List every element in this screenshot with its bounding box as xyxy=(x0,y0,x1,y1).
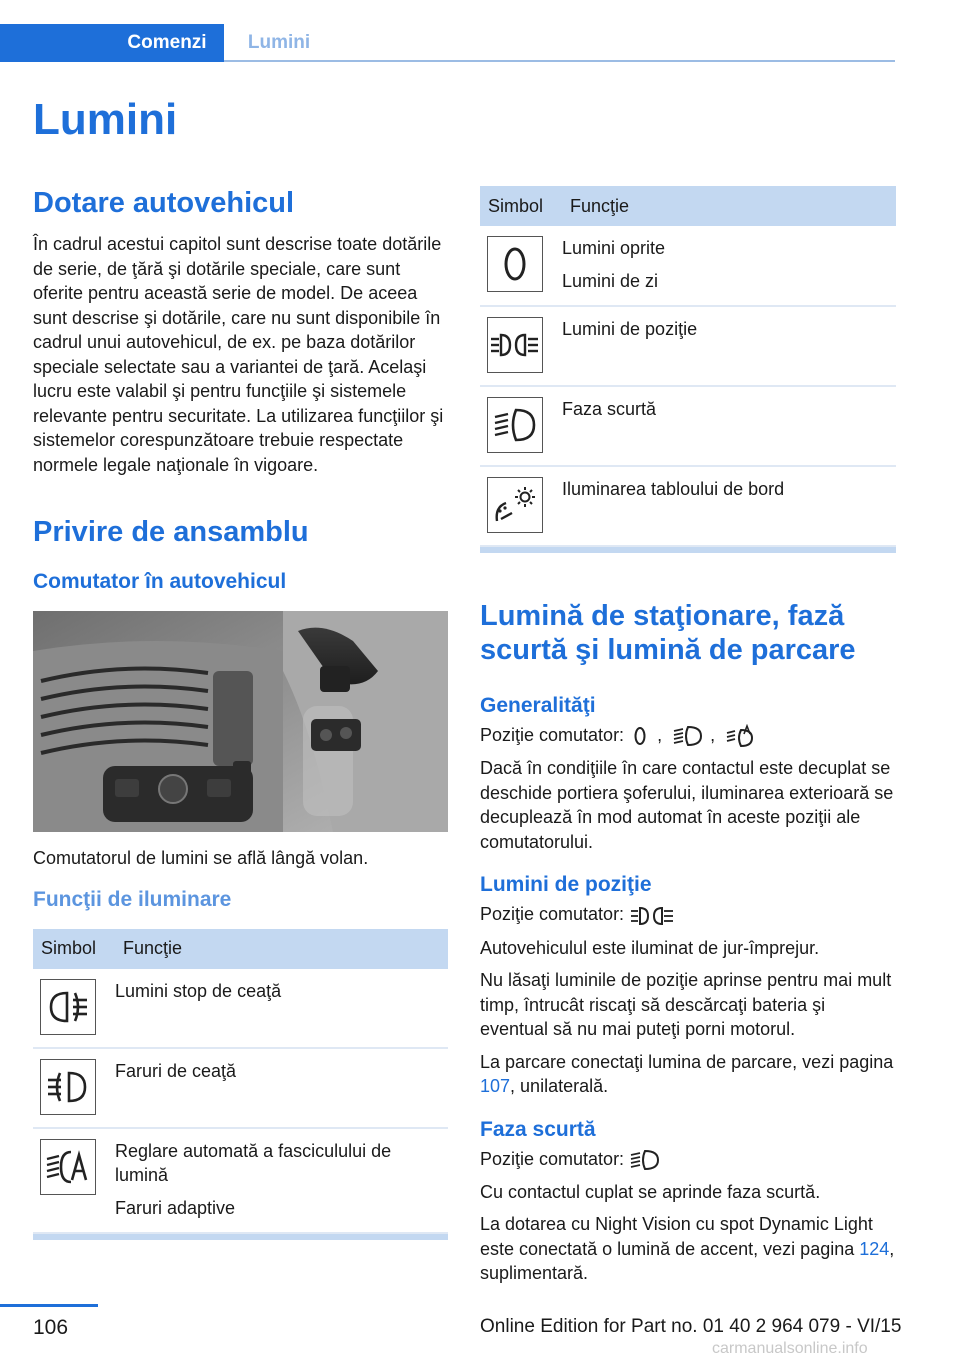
function-label: Lumini de poziţie xyxy=(562,319,698,339)
chapter-tab-bar xyxy=(0,24,895,62)
function-label: Lumini oprite xyxy=(562,238,666,258)
switch-position-line xyxy=(480,902,896,927)
parking-lights-icon xyxy=(487,317,543,373)
function-label: Reglare automată a fasciculului de lumină xyxy=(115,1140,392,1185)
watermark: carmanualsonline.info xyxy=(712,1340,868,1357)
section-title-overview: Privire de ansamblu xyxy=(33,516,309,548)
table-row xyxy=(33,1128,448,1234)
tab-lumini[interactable]: Lumini xyxy=(247,32,311,53)
table-end-bar xyxy=(33,1234,448,1240)
switch-position-line xyxy=(480,1147,896,1172)
instrument-lighting-icon xyxy=(487,477,543,533)
position-p3-text-b: , unilaterală. xyxy=(510,1076,609,1096)
function-label: Lumini de zi xyxy=(562,270,659,291)
function-label: Faruri de ceaţă xyxy=(115,1060,237,1081)
function-label: Iluminarea tabloului de bord xyxy=(562,479,785,499)
low-beam-icon xyxy=(673,724,703,748)
online-edition-note: Online Edition for Part no. 01 40 2 964 079 - VI/15 xyxy=(480,1316,902,1337)
table-row xyxy=(480,386,896,466)
col-header-symbol: Simbol xyxy=(33,929,115,969)
table-end-bar xyxy=(480,547,896,553)
tab-bar-lead xyxy=(0,24,110,62)
rear-fog-light-icon xyxy=(40,979,96,1035)
lights-off-icon xyxy=(487,236,543,292)
auto-headlight-icon xyxy=(40,1139,96,1195)
low-beam-icon xyxy=(630,1148,660,1172)
col-header-function: Funcţie xyxy=(562,186,896,226)
parking-lights-icon xyxy=(630,904,674,928)
general-paragraph: Dacă în condiţiile în care contactul este decuplat se deschide portiera şoferului, iluminarea exterioară se decuplează în mod automat în aceste poziţii ale comutatorului. xyxy=(480,758,894,852)
switch-position-label: Poziţie comutator: xyxy=(480,725,625,745)
function-label: Lumini stop de ceaţă xyxy=(115,980,282,1001)
function-label: Faruri adaptive xyxy=(115,1197,236,1218)
table-row xyxy=(33,1048,448,1128)
lights-off-icon xyxy=(630,724,650,748)
low-beam-paragraph-2 xyxy=(480,1212,896,1286)
subsection-title-low-beam: Faza scurtă xyxy=(480,1117,596,1141)
subsection-title-position-lights: Lumini de poziţie xyxy=(480,873,652,897)
tab-comenzi[interactable]: Comenzi xyxy=(110,24,224,62)
section-title-parking: Lumină de staţionare, fază scurtă şi lumină de parcare xyxy=(480,600,856,666)
functions-table-right xyxy=(480,186,896,547)
table-row xyxy=(480,226,896,306)
left-column xyxy=(33,182,448,1240)
function-label: Faza scurtă xyxy=(562,399,657,419)
page-link-124[interactable]: 124 xyxy=(859,1238,890,1259)
low-beam-paragraph-1: Cu contactul cuplat se aprinde faza scurtă. xyxy=(480,1181,821,1202)
position-p3-text-a: La parcare conectaţi lumina de parcare, vezi pagina xyxy=(480,1051,894,1072)
subsection-title-general: Generalităţi xyxy=(480,694,596,717)
intro-paragraph: În cadrul acestui capitol sunt descrise toate dotările de serie, de ţără şi dotările speciale, care sunt oferite pentru această serie de model. De aceea sunt descrise şi dotările, care nu sunt disponibile în cadrul unui autovehicul, de ex. pe baza dotărilor speciale selectate sau a variantei de ţară. Acelaşi lucru este valabil şi pentru funcţiile şi sistemele relevante pentru securitate. La utilizarea funcţiilor şi sistemelor corespunzătoare trebuie respectate normele legale naţionale în vigoare. xyxy=(33,234,444,475)
subsection-title-switch: Comutator în autovehicul xyxy=(33,570,287,593)
page-link-107[interactable]: 107 xyxy=(480,1076,511,1096)
col-header-symbol: Simbol xyxy=(480,186,562,226)
dashboard-switch-photo xyxy=(33,611,448,832)
low-p2-text-b: , suplimentară. xyxy=(480,1238,895,1284)
table-row xyxy=(480,466,896,546)
position-paragraph-1: Autovehiculul este iluminat de jur-împrejur. xyxy=(480,937,820,958)
low-beam-icon xyxy=(487,397,543,453)
footer-accent-line xyxy=(0,1304,98,1307)
front-fog-light-icon xyxy=(40,1059,96,1115)
auto-low-beam-icon xyxy=(726,724,756,748)
section-title-dotare: Dotare autovehicul xyxy=(33,187,295,219)
low-p2-text-a: La dotarea cu Night Vision cu spot Dynamic Light este conectată o lumină de accent, vezi pagina xyxy=(480,1214,873,1259)
position-paragraph-2: Nu lăsaţi luminile de poziţie aprinse pentru mai mult timp, întrucât riscaţi să descărcaţi bateria şi eventual să nu mai puteţi porni motorul. xyxy=(480,970,892,1039)
page-title: Lumini xyxy=(33,95,178,144)
table-row xyxy=(33,969,448,1048)
page-number: 106 xyxy=(33,1316,69,1339)
subsection-title-functions: Funcţii de iluminare xyxy=(33,887,232,911)
position-paragraph-3 xyxy=(480,1050,896,1099)
photo-caption: Comutatorul de lumini se află lângă volan. xyxy=(33,848,369,868)
switch-position-line: Poziţie comutator: , , xyxy=(480,723,896,748)
switch-position-label: Poziţie comutator: xyxy=(480,1148,625,1169)
col-header-function: Funcţie xyxy=(115,929,448,969)
switch-position-label: Poziţie comutator: xyxy=(480,904,625,925)
functions-table-left xyxy=(33,929,448,1235)
right-column xyxy=(480,186,896,1286)
table-row xyxy=(480,306,896,386)
